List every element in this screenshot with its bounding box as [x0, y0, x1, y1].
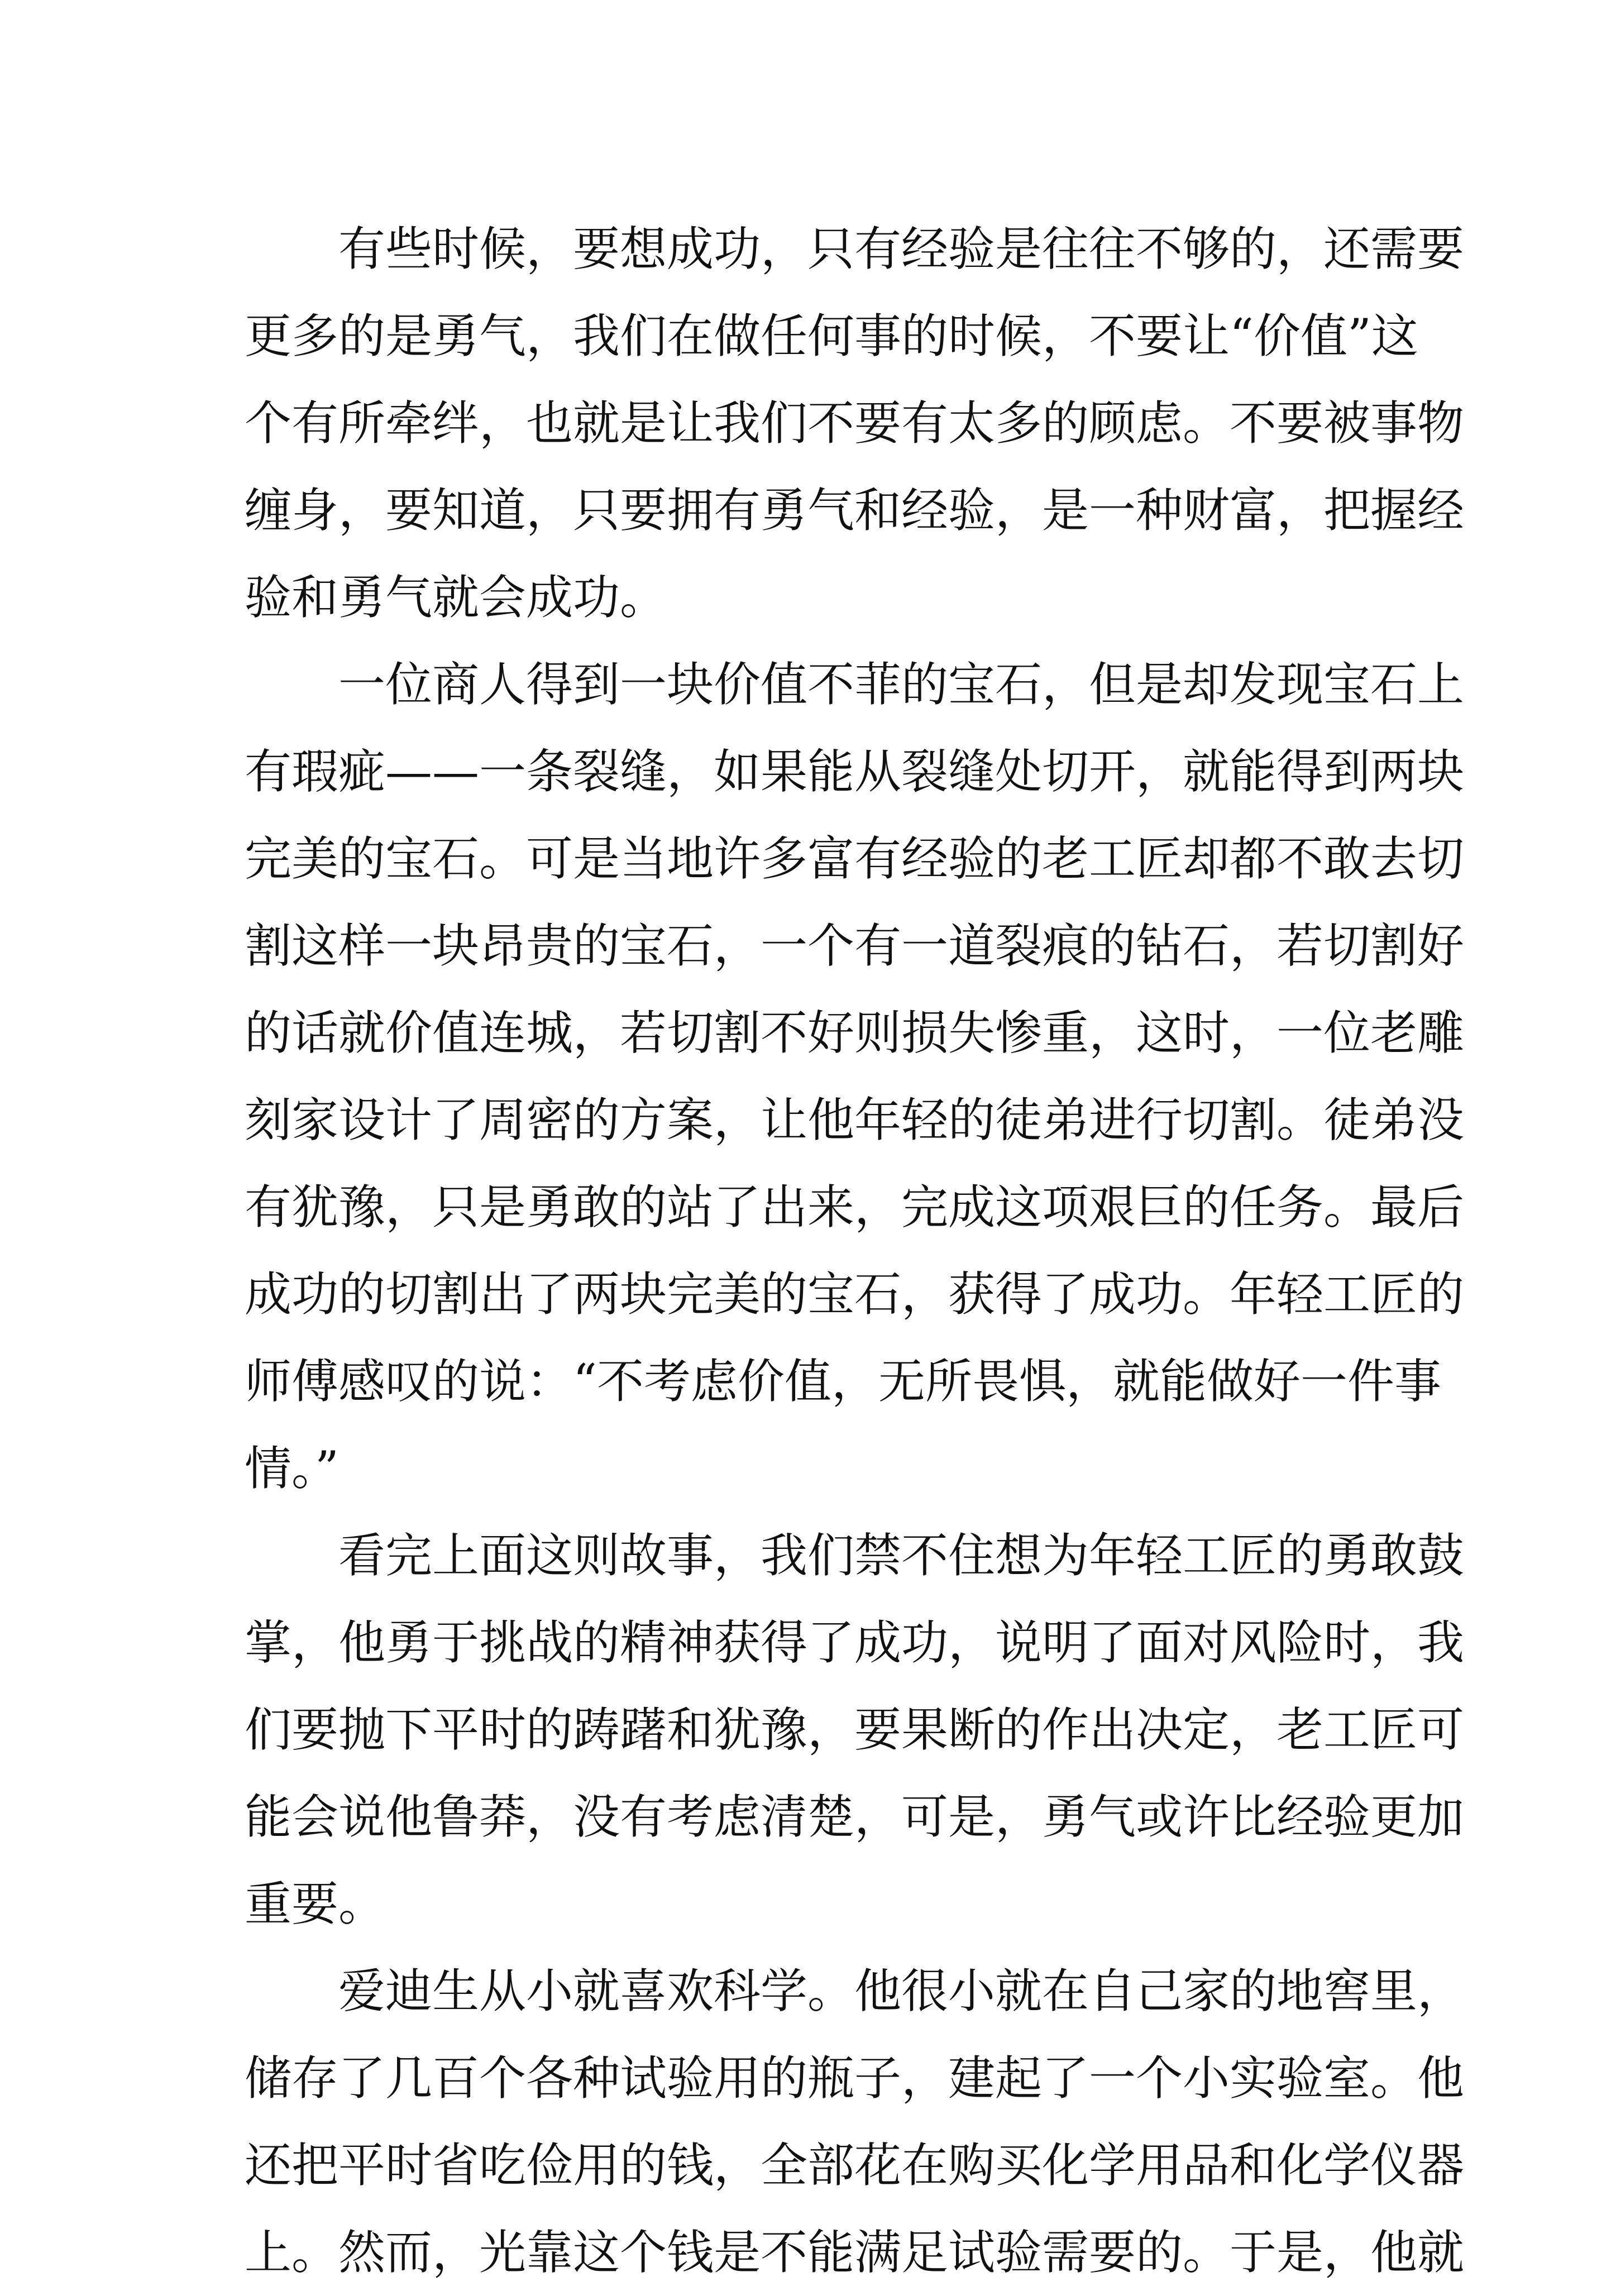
text-line: 上。然而，光靠这个钱是不能满足试验需要的。于是，他就: [245, 2225, 1465, 2280]
text-line: 储存了几百个各种试验用的瓶子，建起了一个小实验室。他: [245, 2051, 1465, 2106]
text-line: 更多的是勇气，我们在做任何事的时候，不要让“价值”这: [245, 309, 1418, 363]
text-line: 有犹豫，只是勇敢的站了出来，完成这项艰巨的任务。最后: [245, 1180, 1465, 1235]
text-line: 师傅感叹的说：“不考虑价值，无所畏惧，就能做好一件事: [245, 1354, 1441, 1409]
paragraph-courage-and-experience: [245, 205, 1465, 641]
text-line: 个有所牵绊，也就是让我们不要有太多的顾虑。不要被事物: [245, 396, 1465, 451]
paragraph-story-reflection: [245, 1512, 1465, 1948]
text-line: 的话就价值连城，若切割不好则损失惨重，这时，一位老雕: [245, 1006, 1465, 1060]
paragraph-edison-story: [245, 1948, 1465, 2296]
text-line: 有些时候，要想成功，只有经验是往往不够的，还需要: [338, 222, 1465, 276]
text-line: 完美的宝石。可是当地许多富有经验的老工匠却都不敢去切: [245, 831, 1465, 886]
text-line: 还把平时省吃俭用的钱，全部花在购买化学用品和化学仪器: [245, 2138, 1465, 2193]
text-line: 缠身，要知道，只要拥有勇气和经验，是一种财富，把握经: [245, 483, 1465, 538]
paragraph-gemstone-story: [245, 641, 1465, 1512]
text-line: 看完上面这则故事，我们禁不住想为年轻工匠的勇敢鼓: [338, 1528, 1465, 1583]
document-body: [245, 205, 1465, 2296]
text-line: 割这样一块昂贵的宝石，一个有一道裂痕的钻石，若切割好: [245, 919, 1465, 973]
text-line: 成功的切割出了两块完美的宝石，获得了成功。年轻工匠的: [245, 1267, 1465, 1322]
text-line: 一位商人得到一块价值不菲的宝石，但是却发现宝石上: [338, 657, 1465, 712]
text-line: 情。”: [245, 1441, 339, 1496]
text-line: 们要抛下平时的踌躇和犹豫，要果断的作出决定，老工匠可: [245, 1702, 1465, 1757]
text-line: 验和勇气就会成功。: [245, 570, 667, 625]
text-line: 能会说他鲁莽，没有考虑清楚，可是，勇气或许比经验更加: [245, 1790, 1465, 1844]
text-line: 重要。: [245, 1877, 386, 1931]
text-line: 爱迪生从小就喜欢科学。他很小就在自己家的地窖里，: [338, 1964, 1465, 2018]
text-line: 掌，他勇于挑战的精神获得了成功，说明了面对风险时，我: [245, 1615, 1465, 1670]
text-line: 有瑕疵——一条裂缝，如果能从裂缝处切开，就能得到两块: [245, 744, 1465, 799]
text-line: 刻家设计了周密的方案，让他年轻的徒弟进行切割。徒弟没: [245, 1093, 1465, 1147]
